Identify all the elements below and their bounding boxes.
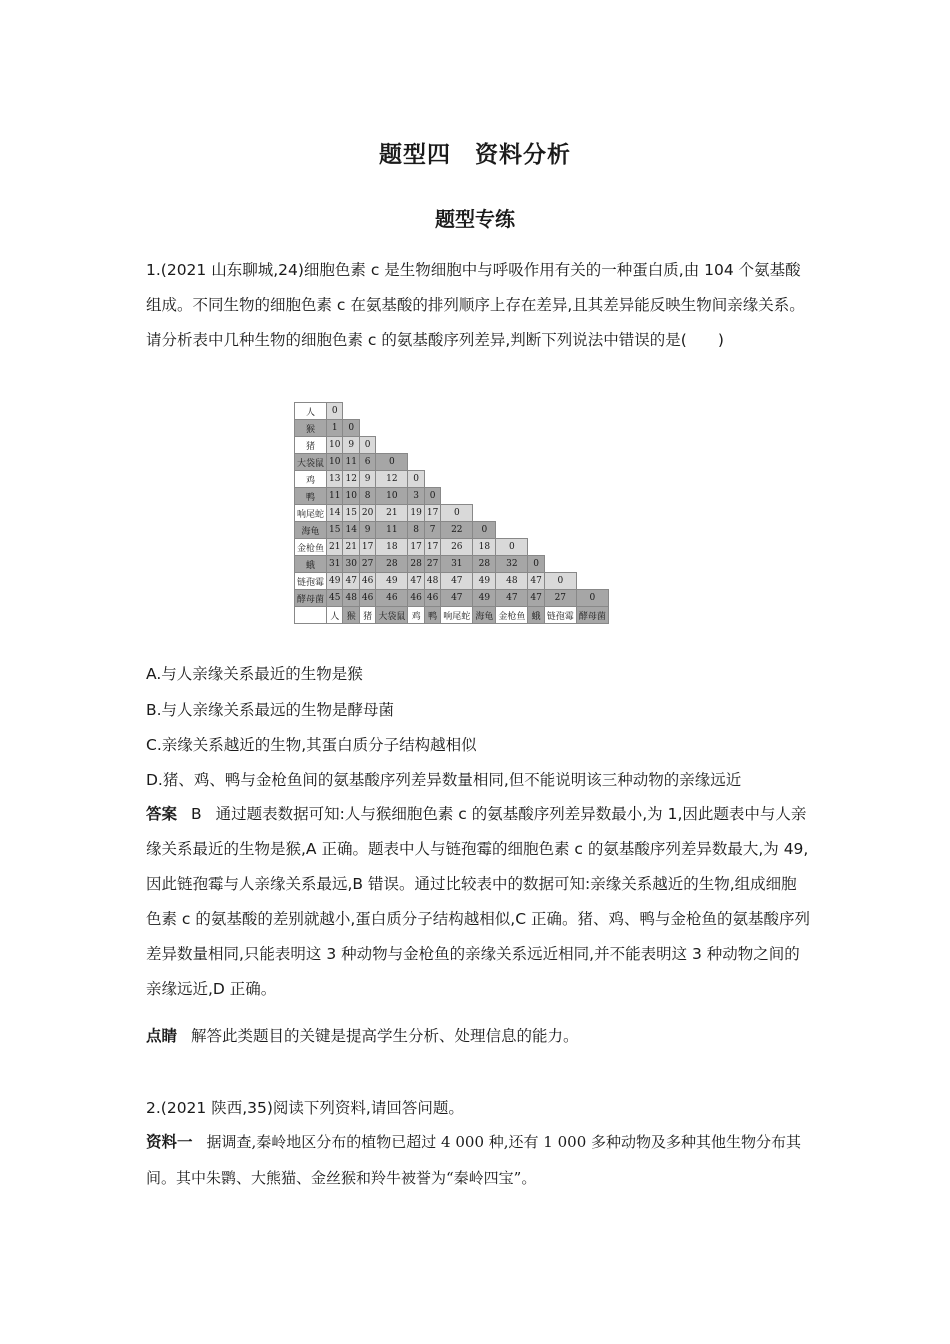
section-title: 题型专练	[435, 207, 515, 231]
row-species-label: 金枪鱼	[295, 539, 327, 556]
table-cell: 8	[408, 522, 424, 539]
table-cell: 47	[343, 573, 359, 590]
table-cell: 0	[576, 590, 608, 607]
table-cell: 49	[327, 573, 343, 590]
option-a: A.与人亲缘关系最近的生物是猴	[146, 665, 363, 683]
row-species-label: 猴	[295, 420, 327, 437]
table-cell: 14	[343, 522, 359, 539]
table-cell: 17	[424, 539, 440, 556]
table-cell: 18	[473, 539, 496, 556]
row-species-label: 鸭	[295, 488, 327, 505]
table-cell: 48	[343, 590, 359, 607]
table-cell: 10	[343, 488, 359, 505]
table-cell: 30	[343, 556, 359, 573]
table-cell: 11	[343, 454, 359, 471]
table-cell: 49	[473, 590, 496, 607]
table-cell: 18	[376, 539, 408, 556]
table-row	[295, 488, 609, 505]
table-cell: 10	[376, 488, 408, 505]
table-cell: 47	[441, 590, 473, 607]
table-cell: 7	[424, 522, 440, 539]
table-cell: 28	[408, 556, 424, 573]
column-species-label: 蛾	[528, 607, 544, 624]
table-cell: 31	[441, 556, 473, 573]
table-cell: 28	[473, 556, 496, 573]
table-cell: 46	[359, 590, 375, 607]
table-cell: 49	[473, 573, 496, 590]
table-cell: 47	[528, 590, 544, 607]
table-row	[295, 522, 609, 539]
answer-explanation: 通过题表数据可知:人与猴细胞色素 c 的氨基酸序列差异数最小,为 1,因此题表中与人亲缘关系最近的生物是猴,A 正确。题表中人与链孢霉的细胞色素 c 的氨基酸序列差异数最大,为 49,因此链孢霉与人亲缘关系最远,B 错误。通过比较表中的数据可知:亲缘关系越近的生物,组成细胞色素 c 的氨基酸的差别就越小,蛋白质分子结构越相似,C 正确。猪、鸡、鸭与金枪鱼的氨基酸序列差异数量相同,只能表明这 3 种动物与金枪鱼的亲缘关系远近相同,并不能表明这 3 种动物之间的亲缘远近,D 正确。	[146, 805, 810, 998]
column-species-label: 酵母菌	[576, 607, 608, 624]
answer-block	[146, 797, 811, 1007]
answer-label: 答案	[146, 805, 178, 823]
question-1-stem: 1.(2021 山东聊城,24)细胞色素 c 是生物细胞中与呼吸作用有关的一种蛋白质,由 104 个氨基酸组成。不同生物的细胞色素 c 在氨基酸的排列顺序上存在差异,且其差异能反映生物间亲缘关系。请分析表中几种生物的细胞色素 c 的氨基酸序列差异,判断下列说法中错误的是( )	[146, 261, 805, 349]
table-row	[295, 556, 609, 573]
table-cell: 19	[408, 505, 424, 522]
row-species-label: 蛾	[295, 556, 327, 573]
table-cell: 9	[343, 437, 359, 454]
row-species-label: 猪	[295, 437, 327, 454]
table-cell: 17	[424, 505, 440, 522]
table-row	[295, 420, 609, 437]
cytochrome-c-difference-table	[294, 402, 609, 624]
table-cell: 0	[343, 420, 359, 437]
table-row	[295, 437, 609, 454]
table-cell: 46	[424, 590, 440, 607]
table-cell: 47	[408, 573, 424, 590]
table-cell: 15	[327, 522, 343, 539]
question-2-stem: 2.(2021 陕西,35)阅读下列资料,请回答问题。	[146, 1099, 464, 1117]
table-cell: 47	[441, 573, 473, 590]
table-cell: 1	[327, 420, 343, 437]
tip-label: 点睛	[146, 1027, 178, 1045]
table-cell: 11	[327, 488, 343, 505]
table-row	[295, 573, 609, 590]
column-species-label: 鸡	[408, 607, 424, 624]
table-cell: 0	[473, 522, 496, 539]
column-species-label: 猴	[343, 607, 359, 624]
table-cell: 17	[408, 539, 424, 556]
table-row	[295, 590, 609, 607]
table-cell: 0	[376, 454, 408, 471]
table-cell: 49	[376, 573, 408, 590]
table-cell: 46	[408, 590, 424, 607]
column-species-label: 人	[327, 607, 343, 624]
table-cell: 0	[408, 471, 424, 488]
answer-letter: B	[191, 805, 202, 823]
table-cell: 46	[376, 590, 408, 607]
table-cell: 9	[359, 471, 375, 488]
page-title: 题型四 资料分析	[379, 142, 571, 168]
table-cell: 12	[376, 471, 408, 488]
option-d: D.猪、鸡、鸭与金枪鱼间的氨基酸序列差异数量相同,但不能说明该三种动物的亲缘远近	[146, 771, 742, 789]
table-cell: 21	[376, 505, 408, 522]
column-species-label: 金枪鱼	[496, 607, 528, 624]
table-cell: 28	[376, 556, 408, 573]
table-cell: 0	[496, 539, 528, 556]
table-cell: 45	[327, 590, 343, 607]
table-header-row	[295, 607, 609, 624]
tip-text: 解答此类题目的关键是提高学生分析、处理信息的能力。	[191, 1027, 579, 1045]
table-cell: 0	[544, 573, 576, 590]
table-cell: 6	[359, 454, 375, 471]
table-cell: 48	[496, 573, 528, 590]
table-cell: 22	[441, 522, 473, 539]
table-row	[295, 403, 609, 420]
table-cell: 32	[496, 556, 528, 573]
table-cell: 27	[544, 590, 576, 607]
column-species-label: 链孢霉	[544, 607, 576, 624]
row-species-label: 鸡	[295, 471, 327, 488]
table-cell: 15	[343, 505, 359, 522]
table-cell: 26	[441, 539, 473, 556]
option-b: B.与人亲缘关系最远的生物是酵母菌	[146, 701, 395, 719]
row-species-label: 链孢霉	[295, 573, 327, 590]
column-species-label: 鸭	[424, 607, 440, 624]
row-species-label: 海龟	[295, 522, 327, 539]
table-cell: 47	[528, 573, 544, 590]
table-cell: 31	[327, 556, 343, 573]
table-cell: 0	[528, 556, 544, 573]
row-species-label: 大袋鼠	[295, 454, 327, 471]
table-cell: 0	[441, 505, 473, 522]
table-cell: 27	[359, 556, 375, 573]
table-cell: 8	[359, 488, 375, 505]
column-species-label: 响尾蛇	[441, 607, 473, 624]
table-cell: 48	[424, 573, 440, 590]
table-cell: 0	[424, 488, 440, 505]
table-cell: 0	[327, 403, 343, 420]
row-species-label: 酵母菌	[295, 590, 327, 607]
table-row	[295, 505, 609, 522]
table-row	[295, 539, 609, 556]
table-cell: 11	[376, 522, 408, 539]
table-cell: 13	[327, 471, 343, 488]
material-1-label: 资料一	[146, 1133, 193, 1151]
table-cell: 27	[424, 556, 440, 573]
table-cell: 21	[343, 539, 359, 556]
option-c: C.亲缘关系越近的生物,其蛋白质分子结构越相似	[146, 736, 477, 754]
table-cell: 12	[343, 471, 359, 488]
table-cell: 46	[359, 573, 375, 590]
column-species-label: 海龟	[473, 607, 496, 624]
material-1-text: 据调查,秦岭地区分布的植物已超过 4 000 种,还有 1 000 多种动物及多种其他生物分布其间。其中朱鹮、大熊猫、金丝猴和羚牛被誉为“秦岭四宝”。	[146, 1133, 802, 1187]
row-species-label: 人	[295, 403, 327, 420]
tip-block	[146, 1024, 579, 1046]
table-cell: 10	[327, 454, 343, 471]
table-cell: 47	[496, 590, 528, 607]
table-cell: 20	[359, 505, 375, 522]
table-cell: 3	[408, 488, 424, 505]
column-species-label: 猪	[359, 607, 375, 624]
table-cell: 17	[359, 539, 375, 556]
table-cell: 10	[327, 437, 343, 454]
row-species-label: 响尾蛇	[295, 505, 327, 522]
table-cell: 0	[359, 437, 375, 454]
table-cell: 14	[327, 505, 343, 522]
table-row	[295, 454, 609, 471]
material-1	[146, 1124, 811, 1196]
table-cell: 21	[327, 539, 343, 556]
table-cell: 9	[359, 522, 375, 539]
column-species-label: 大袋鼠	[376, 607, 408, 624]
table-row	[295, 471, 609, 488]
